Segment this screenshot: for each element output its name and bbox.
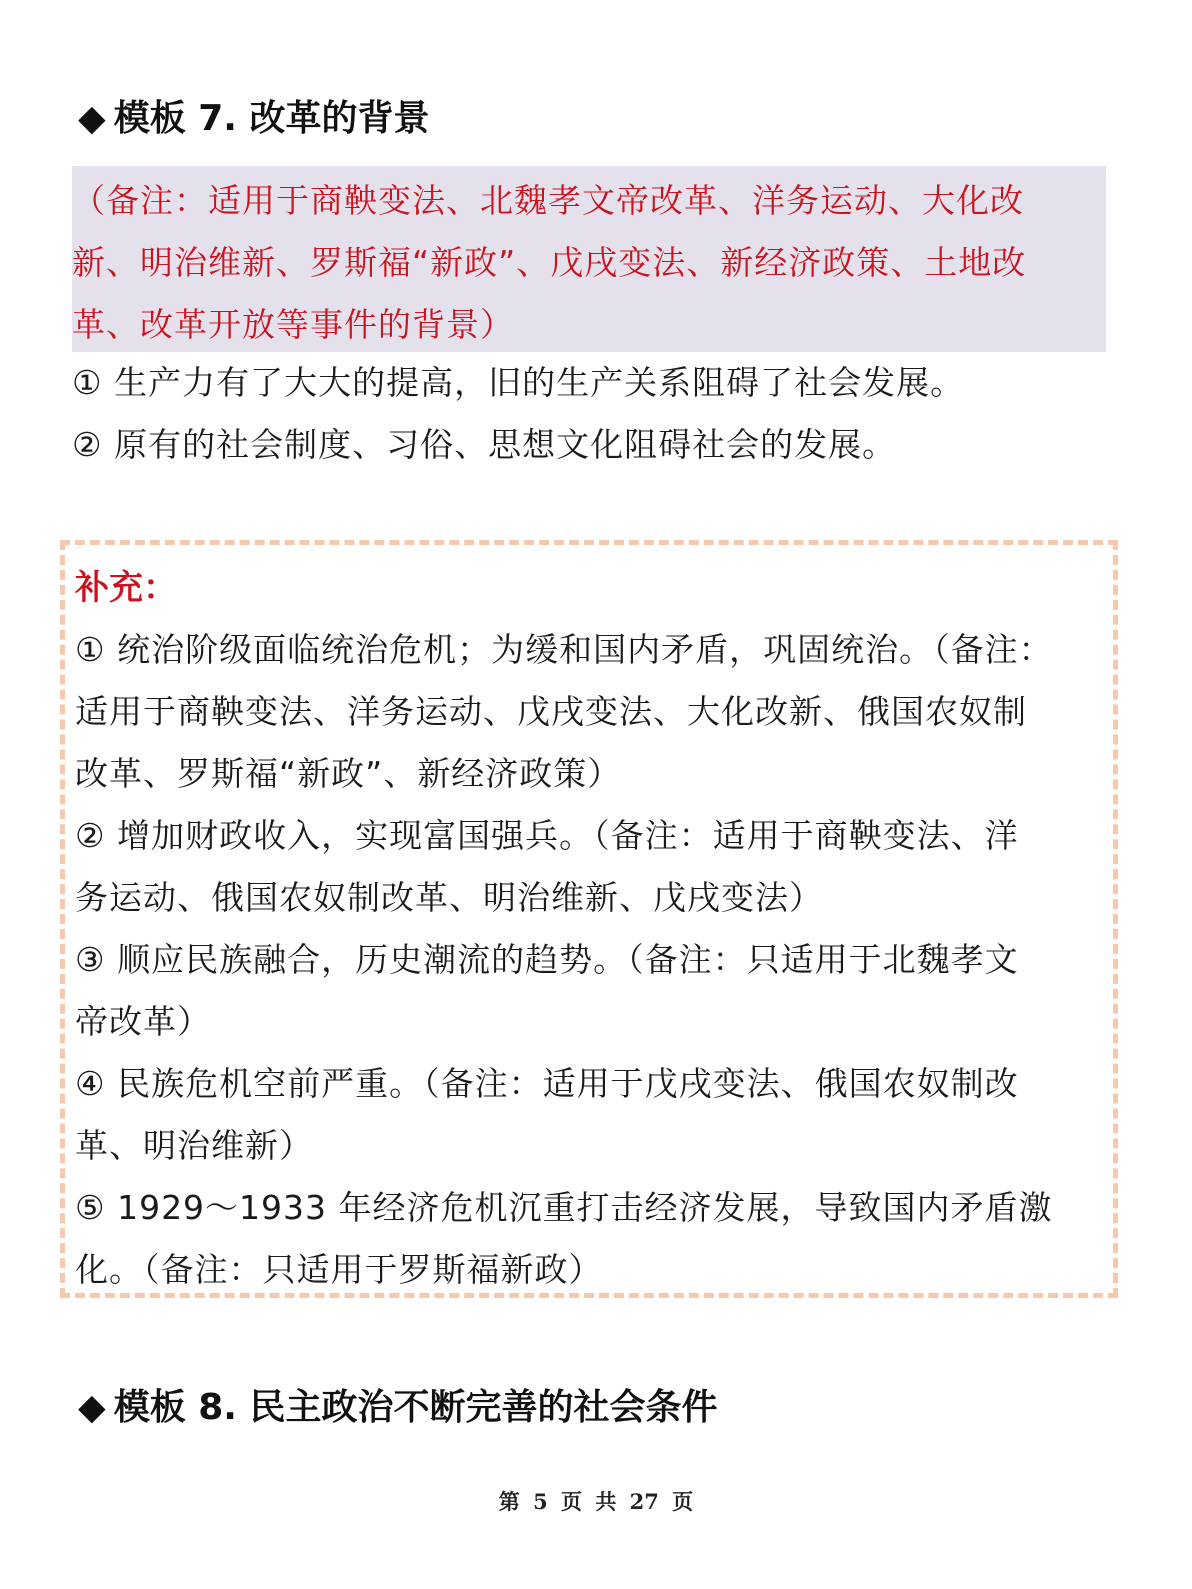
supplement-box <box>60 540 1118 1298</box>
supplement-title: 补充： <box>75 568 177 608</box>
supplement-line: 化。（备注：只适用于罗斯福新政） <box>75 1250 603 1289</box>
supplement-line: 适用于商鞅变法、洋务运动、戊戌变法、大化改新、俄国农奴制 <box>75 692 1027 731</box>
note-line: 革、改革开放等事件的背景） <box>72 305 514 344</box>
template-7-title: 模板 7. 改革的背景 <box>113 98 430 139</box>
supplement-line: 务运动、俄国农奴制改革、明治维新、戊戌变法） <box>75 878 823 917</box>
supplement-line: 帝改革） <box>75 1002 211 1041</box>
page-number-footer: 第 5 页 共 27 页 <box>498 1489 694 1514</box>
supplement-line: 改革、罗斯福“新政”、新经济政策） <box>75 754 622 793</box>
point-item: ① 生产力有了大大的提高，旧的生产关系阻碍了社会发展。 <box>72 363 965 402</box>
supplement-line: ⑤ 1929～1933 年经济危机沉重打击经济发展，导致国内矛盾激 <box>75 1188 1053 1227</box>
template-8-title: 模板 8. 民主政治不断完善的社会条件 <box>113 1387 718 1428</box>
note-line: 新、明治维新、罗斯福“新政”、戊戌变法、新经济政策、土地改 <box>72 243 1027 282</box>
diamond-bullet-icon: ◆ <box>78 1387 106 1428</box>
template-8-heading <box>78 1386 717 1430</box>
note-line: （备注：适用于商鞅变法、北魏孝文帝改革、洋务运动、大化改 <box>72 181 1024 220</box>
point-item: ② 原有的社会制度、习俗、思想文化阻碍社会的发展。 <box>72 425 897 464</box>
supplement-line: ② 增加财政收入，实现富国强兵。（备注：适用于商鞅变法、洋 <box>75 816 1019 855</box>
supplement-line: ① 统治阶级面临统治危机；为缓和国内矛盾，巩固统治。（备注： <box>75 630 1053 669</box>
diamond-bullet-icon: ◆ <box>78 98 106 139</box>
background-points <box>72 352 1112 476</box>
supplement-line: ④ 民族危机空前严重。（备注：适用于戊戌变法、俄国农奴制改 <box>75 1064 1019 1103</box>
template-7-heading <box>78 97 429 141</box>
applicability-note <box>72 166 1106 352</box>
supplement-line: ③ 顺应民族融合，历史潮流的趋势。（备注：只适用于北魏孝文 <box>75 940 1019 979</box>
supplement-line: 革、明治维新） <box>75 1126 313 1165</box>
